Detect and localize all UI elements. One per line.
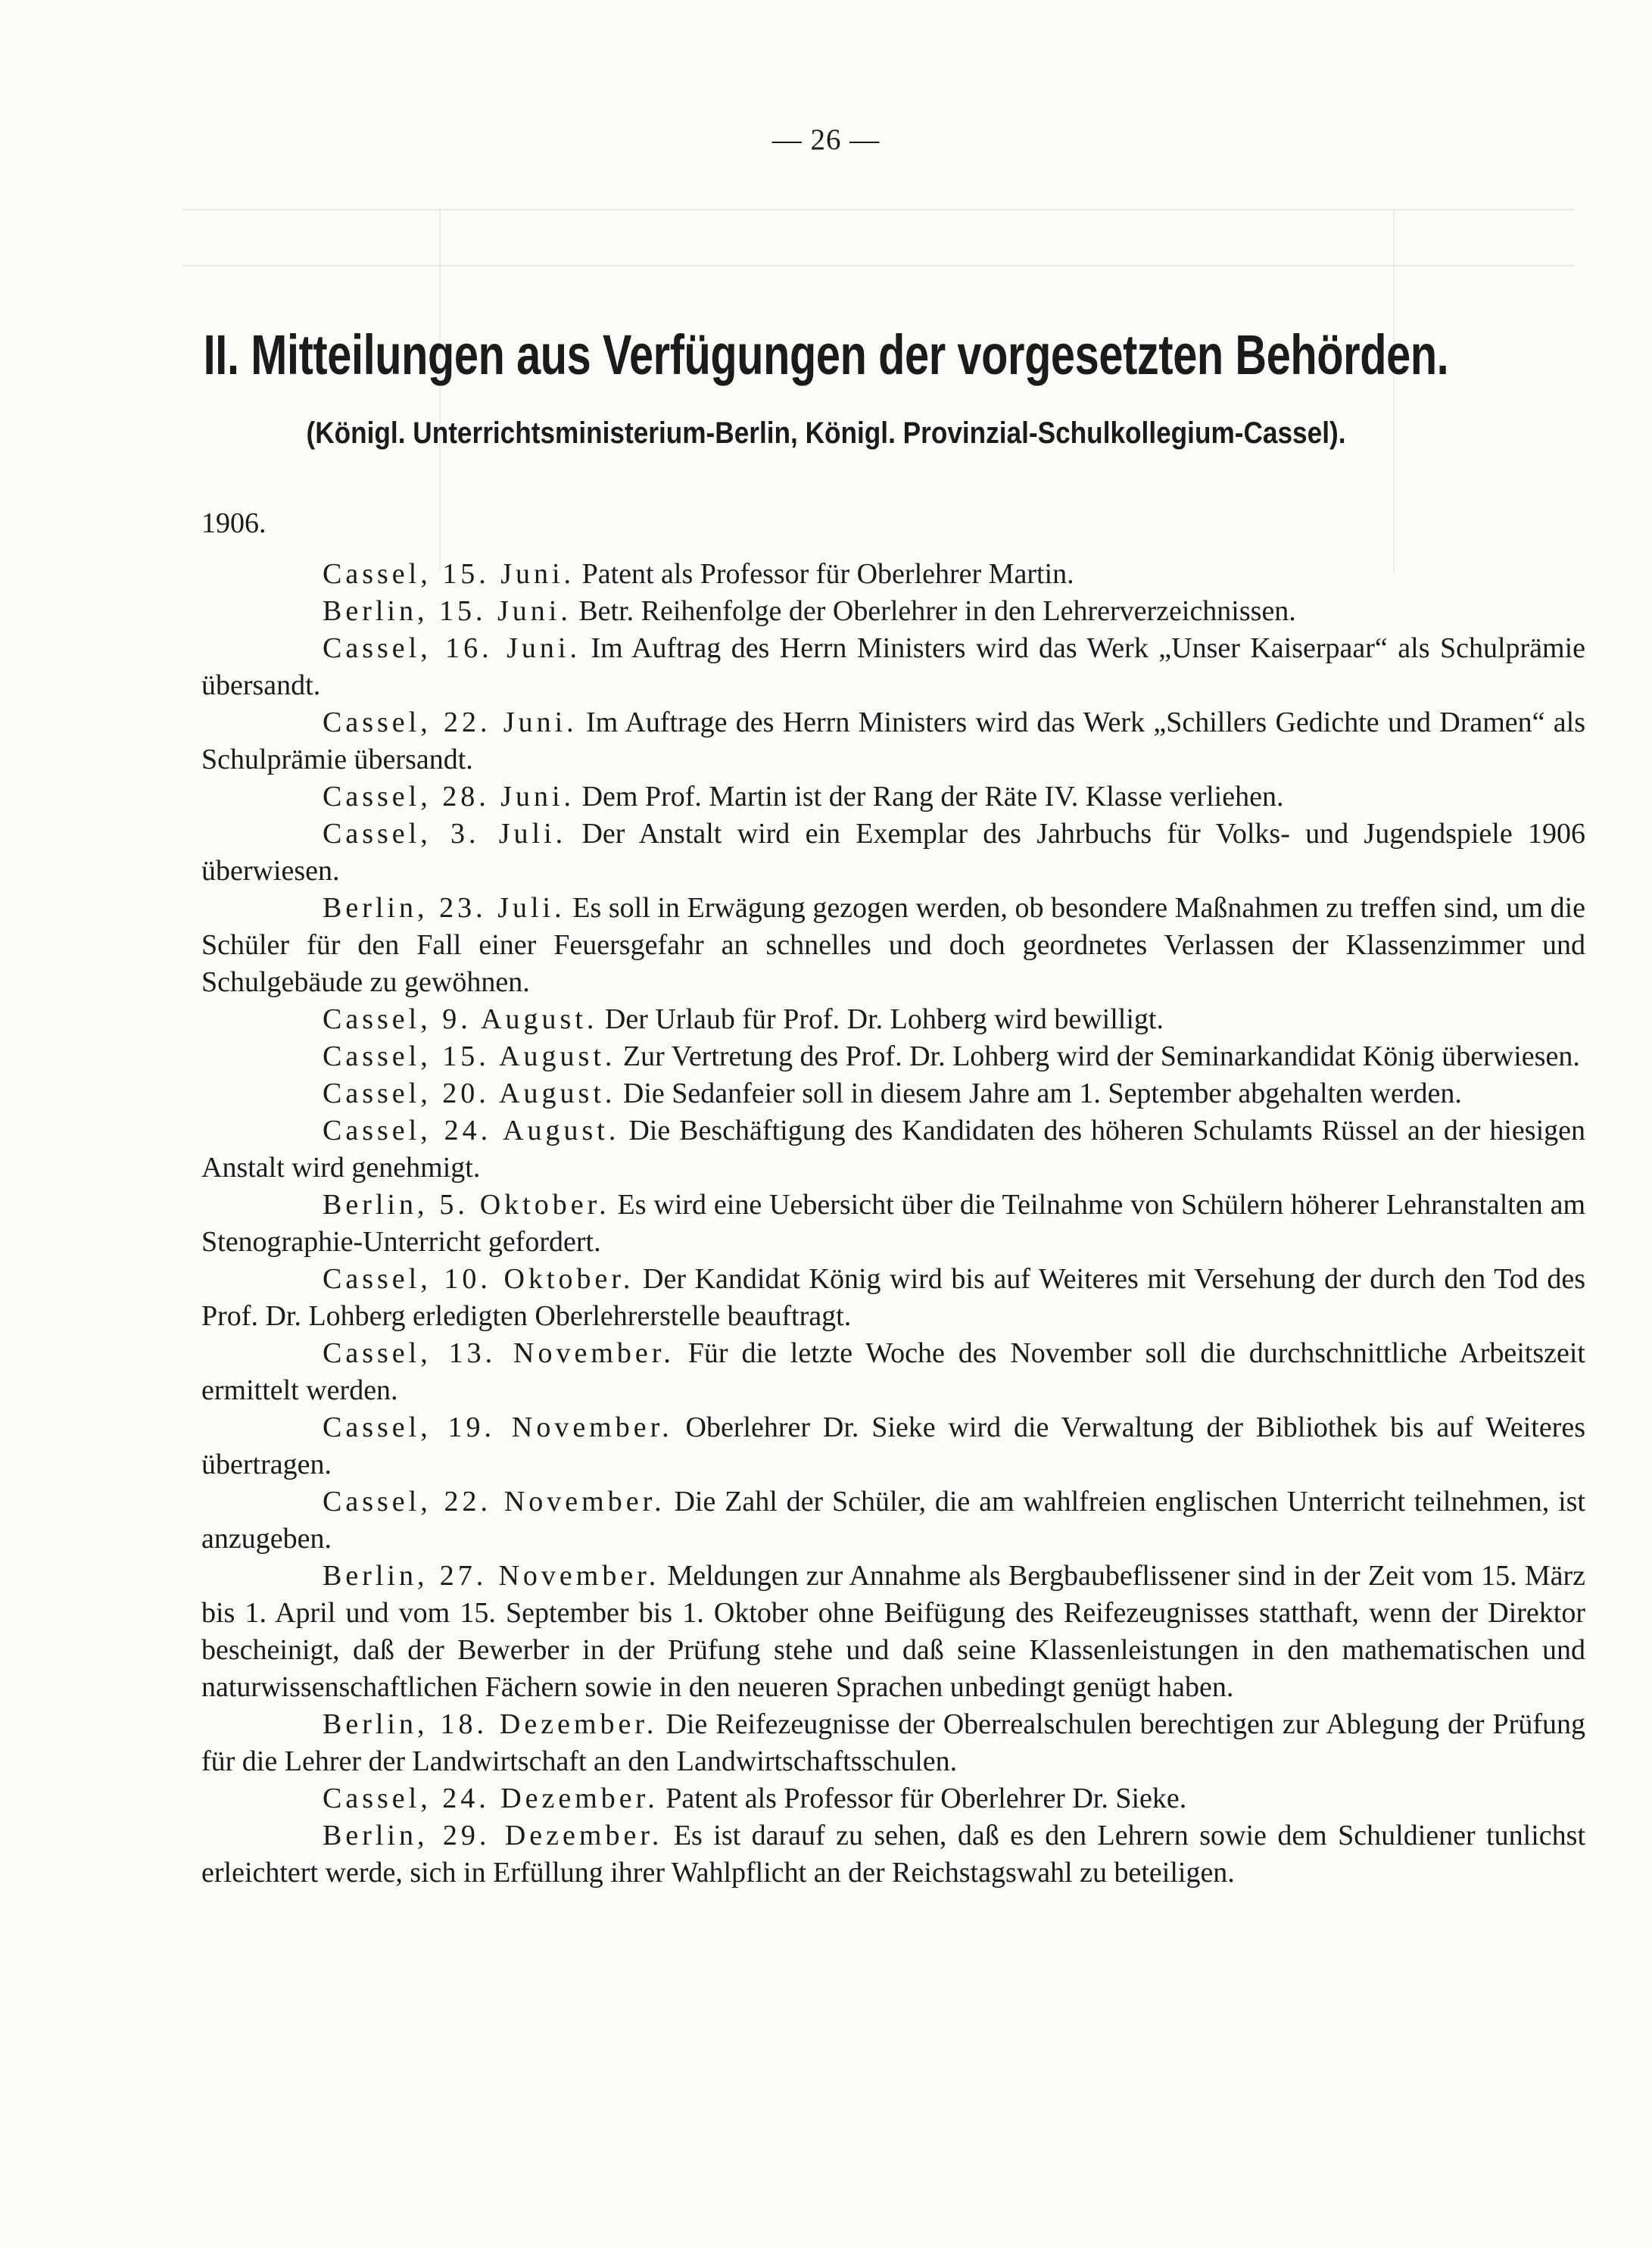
entry-text: Im Auftrage des Herrn Ministers wird das Werk „Schillers Gedichte und Dramen“ als Schulprämie übersandt. [201, 707, 1586, 775]
decree-list [201, 556, 1585, 1892]
page-number: — 26 — [771, 123, 881, 156]
entry-text: Es wird eine Uebersicht über die Teilnahme von Schülern höherer Lehranstalten am Stenographie-Unterricht gefordert. [201, 1189, 1586, 1258]
decree-entry [201, 1335, 1585, 1409]
decree-entry [201, 1038, 1585, 1075]
entry-text: Der Anstalt wird ein Exemplar des Jahrbuchs für Volks- und Jugendspiele 1906 überwiesen. [201, 818, 1585, 887]
show-through-line [439, 209, 441, 572]
entry-place-date: Berlin, 5. Oktober. [323, 1189, 610, 1221]
entry-text: Dem Prof. Martin ist der Rang der Räte IV. Klasse verliehen. [581, 781, 1284, 813]
show-through-line [182, 209, 1575, 211]
entry-place-date: Cassel, 22. November. [323, 1486, 665, 1518]
decree-entry [201, 1409, 1585, 1483]
entry-place-date: Cassel, 9. August. [323, 1003, 598, 1035]
decree-entry [201, 630, 1585, 704]
section-subtitle: (Königl. Unterrichtsministerium-Berlin, Königl. Provinzial-Schulkollegium-Cassel). [306, 416, 1346, 450]
show-through-line [182, 265, 1575, 267]
year-label: 1906. [201, 507, 267, 539]
entry-place-date: Cassel, 20. August. [323, 1078, 616, 1109]
decree-entry [201, 816, 1585, 890]
decree-entry [201, 1780, 1585, 1817]
entry-place-date: Cassel, 15. August. [323, 1040, 616, 1072]
decree-entry [201, 1001, 1585, 1038]
entry-text: Die Zahl der Schüler, die am wahlfreien englischen Unterricht teilnehmen, ist anzugeben. [201, 1486, 1585, 1555]
decree-entry [201, 704, 1585, 778]
entry-place-date: Cassel, 22. Juni. [323, 707, 578, 738]
entry-place-date: Cassel, 13. November. [323, 1337, 675, 1369]
entry-text: Zur Vertretung des Prof. Dr. Lohberg wird der Seminarkandidat König überwiesen. [622, 1040, 1580, 1072]
decree-entry [201, 778, 1585, 816]
entry-text: Patent als Professor für Oberlehrer Dr. Sieke. [665, 1783, 1187, 1814]
decree-entry [201, 1112, 1585, 1187]
entry-text: Es ist darauf zu sehen, daß es den Lehrern sowie dem Schuldiener tunlichst erleichtert werde, sich in Erfüllung ihrer Wahlpflicht an der Reichstagswahl zu beteiligen. [201, 1820, 1586, 1889]
entry-place-date: Cassel, 16. Juni. [323, 632, 581, 664]
entry-text: Für die letzte Woche des November soll die durchschnittliche Arbeitszeit ermittelt werden. [201, 1337, 1585, 1406]
entry-place-date: Cassel, 3. Juli. [323, 818, 567, 850]
entry-place-date: Cassel, 24. August. [323, 1115, 620, 1146]
entry-place-date: Berlin, 23. Juli. [323, 892, 566, 924]
entry-place-date: Berlin, 29. Dezember. [323, 1820, 663, 1851]
entry-place-date: Berlin, 27. November. [323, 1560, 660, 1592]
entry-text: Patent als Professor für Oberlehrer Martin. [581, 558, 1074, 590]
show-through-line [1393, 209, 1395, 572]
decree-entry [201, 1558, 1585, 1706]
decree-entry [201, 1706, 1585, 1780]
entry-place-date: Cassel, 10. Oktober. [323, 1263, 634, 1295]
entry-place-date: Cassel, 28. Juni. [323, 781, 575, 813]
entry-text: Oberlehrer Dr. Sieke wird die Verwaltung der Bibliothek bis auf Weiteres übertragen. [201, 1411, 1585, 1480]
entry-text: Die Reifezeugnisse der Oberrealschulen berechtigen zur Ablegung der Prüfung für die Lehrer der Landwirtschaft an den Landwirtschaftsschulen. [201, 1708, 1585, 1777]
entry-text: Meldungen zur Annahme als Bergbaubeflissener sind in der Zeit vom 15. März bis 1. April und vom 15. September bis 1. Oktober ohne Beifügung des Reifezeugnisses statthaft, wenn der Direktor bescheinigt, daß der Bewerber in der Prüfung stehe und daß seine Klassenleistungen in den mathematischen und naturwissenschaftlichen Fächern sowie in den neueren Sprachen unbedingt genügt haben. [201, 1560, 1585, 1703]
entry-text: Die Sedanfeier soll in diesem Jahre am 1. September abgehalten werden. [622, 1078, 1462, 1109]
entry-place-date: Berlin, 18. Dezember. [323, 1708, 658, 1740]
entry-text: Die Beschäftigung des Kandidaten des höheren Schulamts Rüssel an der hiesigen Anstalt wird genehmigt. [201, 1115, 1586, 1184]
entry-place-date: Cassel, 19. November. [323, 1411, 673, 1443]
decree-entry [201, 1187, 1585, 1261]
decree-entry [201, 1483, 1585, 1558]
entry-place-date: Berlin, 15. Juni. [323, 595, 572, 627]
entry-text: Es soll in Erwägung gezogen werden, ob besondere Maßnahmen zu treffen sind, um die Schüler für den Fall einer Feuersgefahr an schnelles und doch geordnetes Verlassen der Klassenzimmer und Schulgebäude zu gewöhnen. [201, 892, 1586, 998]
entry-text: Der Urlaub für Prof. Dr. Lohberg wird bewilligt. [604, 1003, 1164, 1035]
entry-place-date: Cassel, 15. Juni. [323, 558, 575, 590]
decree-entry [201, 890, 1585, 1001]
decree-entry [201, 556, 1585, 593]
section-title: II. Mitteilungen aus Verfügungen der vorgesetzten Behörden. [203, 323, 1449, 386]
decree-entry [201, 1817, 1585, 1892]
entry-text: Der Kandidat König wird bis auf Weiteres mit Versehung der durch den Tod des Prof. Dr. Lohberg erledigten Oberlehrerstelle beauftragt. [201, 1263, 1585, 1332]
entry-text: Im Auftrag des Herrn Ministers wird das Werk „Unser Kaiserpaar“ als Schulprämie übersandt. [201, 632, 1586, 701]
decree-entry [201, 1261, 1585, 1335]
entry-text: Betr. Reihenfolge der Oberlehrer in den Lehrerverzeichnissen. [578, 595, 1296, 627]
entry-place-date: Cassel, 24. Dezember. [323, 1783, 659, 1814]
decree-entry [201, 1075, 1585, 1112]
decree-entry [201, 593, 1585, 630]
